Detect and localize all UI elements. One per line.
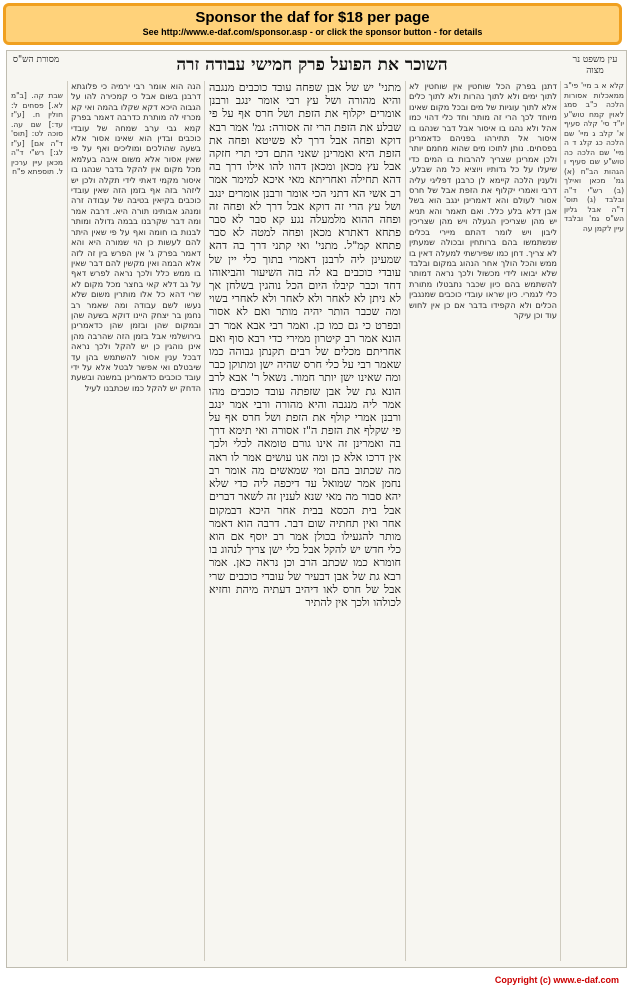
left-margin-references: שבת קה. [ב"מ לא.] פסחים ל: חולין ח. [ע"ז עד:] שם עה. סוכה לט: [תוס' ד"ה אם] [ע"ז לג:] רש"י ד"ה מכאן עיין ערכין ל. תוספתא פ"ח	[11, 91, 63, 176]
sponsor-banner[interactable]	[3, 3, 622, 45]
ein-mishpat-column: קלא א ב מיי' פי"ב ממאכלות אסורות הלכה כ"ב סמג לאוין קמח טוש"ע יו"ד סי' קלה סעיף א' קלב ג מיי' שם הלכה כג קלג ד ה מיי' שם הלכה כה טוש"ע שם סעיף ו הגהות הב"ח (א) גמ' מכאן ואילך (ב) רש"י ד"ה ובלבד (ג) תוס' ד"ה אבל גליון הש"ס גמ' ובלבד עיין לקמן עה	[564, 81, 624, 233]
sponsor-banner-title[interactable]: Sponsor the daf for $18 per page	[195, 9, 430, 26]
rashi-column: דתנן בפרק הכל שוחטין אין שוחטין לא לתוך ימים ולא לתוך נהרות ולא לתוך כלים אלא לתוך עוגיות של מים ובכל מקום שאינו מיוחד לכך הרי זה מותר וחד כלי דהוי כמו אהל ולא נהגו בו איסור אבל דבר שנהגו בו איסור אל תתירהו בפניהם כדאמרינן בפסחים. נותן לתוכו מים שהוא מחמם יותר ולכן אמרינן שצריך להרבות בו המים כדי שיעלו על כל גדותיו ויוציא כל מה שבלע. ולענין הלכה קיימא לן כרבנן דפליגי עליה דרבי ואמרי יקלוף את הזפת אבל של חרס אסור לעולם והא דאמרינן ינגב הוא בשל אבן דלא בלע כלל. ואם תאמר והא תניא יש מהן שצריכין הגעלה ויש מהן שצריכין ליבון ויש לומר דהתם מיירי בכלים שנשתמשו בהם ברותחין ובכולה שמעתין לא צריך. דחן כמו שפירשתי למעלה דאין בו ממש והכל הולך אחר הנהוג במקום ובלבד שלא יבואו לידי מכשול ולכך נראה דמותר להשתמש בהם כיון שכבר נתבטלו מתורת כלי לגמרי. כיון שראו עובדי כוכבים שמנגבין הכלים ולא הקפידו בדבר אם כן אין לחוש עוד וכן עיקר	[409, 81, 557, 320]
tosafot-column: הנה הוא אומר רבי ירמיה כי פלוגתא דרבנן בשום אבל כי קמכירה להו על הגבוה היכא דקא שקלו בהמה ואי קא מכרזי לה מותרת כדרבה דאמר בפרק קמא גבי ערב שמחה של עובדי כוכבים ובדין הוא שאינו אסור אלא בשעה שהולכים ומוליכים ואף על פי שאין אסור אלא משום איבה בעלמא מכל מקום אין להקל בדבר שנהגו בו איסור מקמי דאתי לידי תקלה ולכן יש ליזהר בזה אף בזמן הזה שאין עובדי כוכבים בקיאין בטיבה של עבודה זרה ומנהג אבותינו תורה היא. דרבה אמר ומה דבר שקרבנו בבמה גדולה ומותר לבנות בו חומה ואף על פי שאין היתר להם לעשות כן הוי שמורה היא והא דאמר בפרק ג' אין הפרש בין זה לזה אלא הבמה ואין מקשין להם דבר שאין בו ממש כלל ולכך נראה לפרש דאף על גב דלא קאי בחצר מכל מקום לא שרי דהא כל אלו מותרין משום שלא נעשו לשם עבודה ומה שאמר רב נחמן בר יצחק היינו דוקא בשעה שהן ובמקום שהן ובזמן שהן כדאמרינן בירושלמי אבל בזמן הזה שהרבה מהן אינן נוהגין כן יש להקל ולכך נראה דבכל ענין אסור להשתמש בהן עד שיבטלם ואי אפשר לבטל אלא על ידי עובד כוכבים כדאמרינן במשנה ובשעת הדחק יש להקל כמו שכתבנו לעיל	[71, 81, 201, 393]
gemara-column: מתני' יש של אבן שפחה עובד כוכבים מנגבה והיא מהורה ושל עץ רבי אומר ינגב ורבנן אומרים יקלוף את הזפת ושל חרס אף על פי שבלע את הזפת הרי זה אסורה: גמ' אמר רבא דוקא ופחה אבל דרך לא פשיטא ופחה את הזפת היא ואמרינן שאני התם דכי תרי חזקה אבל עץ מכאן ומכאן דהוו להו אילו דרך בה דהא תחילה ואחריתא מאי איכא למימר אמר רב אשי הא דתני הכי אומר ורבנן אומרים ינגב ושל עץ הרי זה דוקא אבל דרך לא ופחה זה ופחה ההוא מלמעלה נגע קא סבר לא סבר פתחא דאתרא מכאן ופחה למטה לא סבר פתחא קמ"ל. מתני' ואי קתני דרך בה דהא שמעינן ליה לרבנן דאמרי בתוך כלי יין של עובדי כוכבים בא לה בזה השיעור והביאוהו דחד וכבר קיבלו היום הכל נוהגין בשלחן אך לא ניתן לא לאחר ולא לאחר ולא לאחרי בשוי ומה שכבר הותר יהיה מותר ואם לא אסור ובפרט כי גם כמו כן. ואמר רבי אבא אמר רב הונא אמר רב קיטרון ממירי כדי רבא סוף ואם אחריתם מכלים של רבים תקנתן גבוהה כמו שאמר רבי על כלי חרס שהיה ישן ומתוקן כבר ומה שאינו ישן יותר חמור. נשאל ר' אבא לרב הונא גת של אבן שזפתה עובד כוכבים מהו אמר ליה מנגבה והיא מהורה ורבי אמר ינגב ורבנן אמרי קולף את הזפת ושל חרס אף על פי שקלף את הזפת ה"ז אסורה ואי תימא דרך בה ואמרינן זה אינו גורם טומאה לכלי ולכך אין דרכו אלא כן ומה אנו עושים אמר לו ראה מה שכתוב בהם ומי שמאשים מה אומר רב נחמן אמר שמואל עד דיכפה ליה כדי שלא יהא סבור מה מאי שנא לענין זה לשאר דברים אבל בית הכסא בבית אחר היכא דבמקום אחר ואין תחתיה שום דבר. דרבה הוא דאמר מותר להגעילו בכולן אמר רב יוסף אם הוא כלי חדש יש להקל אבל כלי ישן צריך לנהוג בו חומרא כמו שכתב הרב וכן נראה כאן. אמר רבא גת של אבן דבעיר של עובדי כוכבים שרי אבל של חרס לאו דיהיב דעתיה מיהת וחזיא לכולהו ולכך אין להתיר	[209, 81, 401, 609]
column-divider	[204, 81, 205, 961]
column-divider	[67, 81, 68, 961]
column-divider	[405, 81, 406, 961]
ein-mishpat-header: עין משפט נר מצוה	[572, 55, 618, 76]
masoret-hashas-header: מסורת הש"ס	[12, 55, 60, 65]
page-header: השוכר את הפועל פרק חמישי עבודה זרה	[176, 55, 448, 75]
talmud-page-scan	[6, 50, 627, 968]
footer	[0, 972, 633, 990]
copyright-link[interactable]: Copyright (c) www.e-daf.com	[494, 975, 619, 985]
sponsor-banner-subtitle[interactable]: See http://www.e-daf.com/sponsor.asp - or click the sponsor button - for details	[142, 27, 483, 37]
column-divider	[560, 81, 561, 961]
